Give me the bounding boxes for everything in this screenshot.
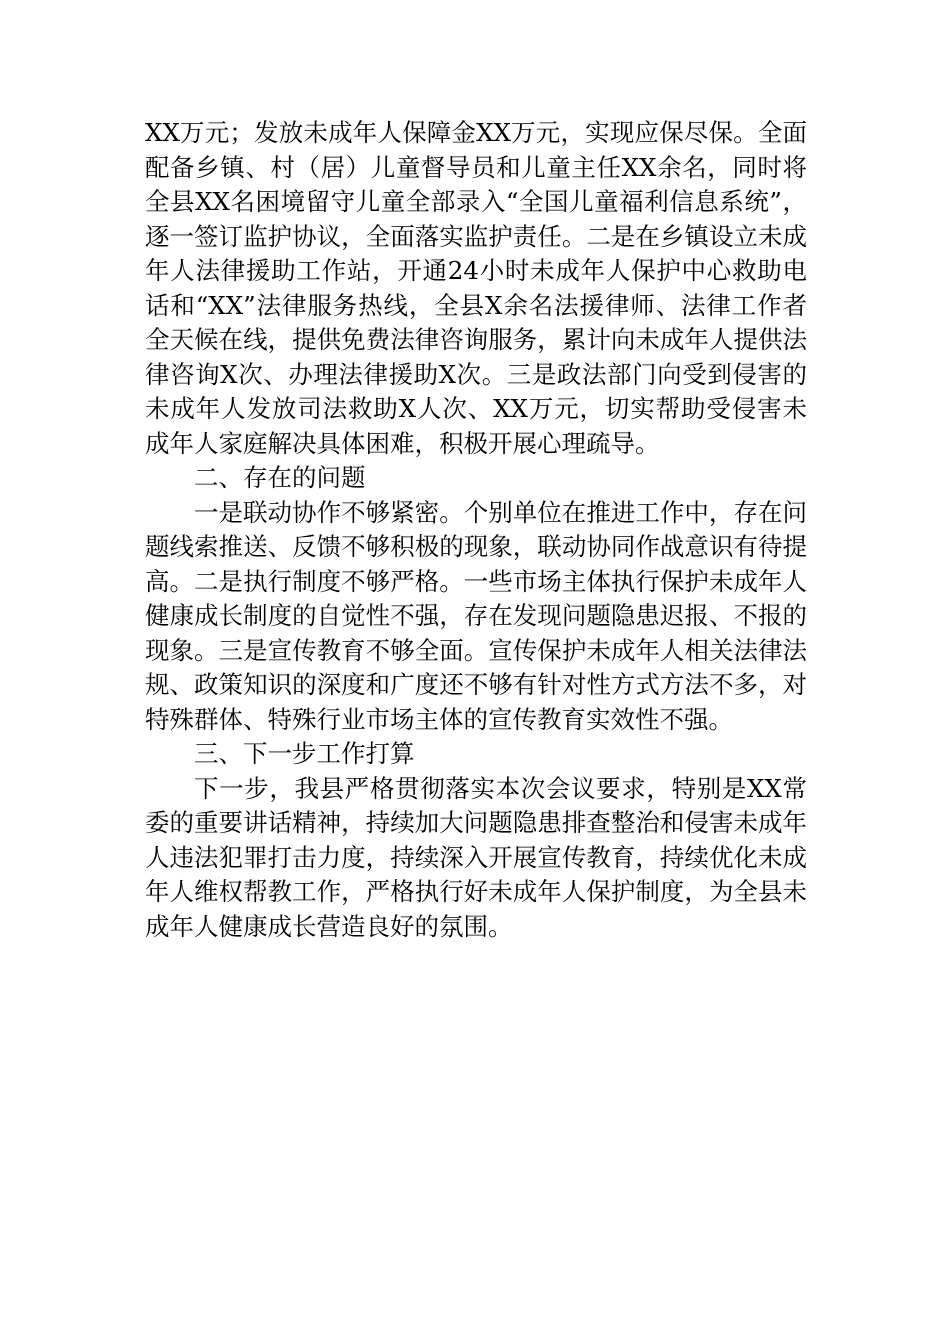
section-heading-problems: 二、存在的问题 — [194, 463, 366, 492]
paragraph-continued: XX万元；发放未成年人保障金XX万元，实现应保尽保。全面配备乡镇、村（居）儿童督导员和儿童主任XX余名，同时将全县XX名困境留守儿童全部录入“全国儿童福利信息系统”，逐一签订监护协议，全面落实监护责任。二是在乡镇设立未成年人法律援助工作站，开通24小时未成年人保护中心救助电话和“XX”法律服务热线，全县X余名法援律师、法律工作者全天候在线，提供免费法律咨询服务，累计向未成年人提供法律咨询X次、办理法律援助X次。三是政法部门向受到侵害的未成年人发放司法救助X人次、XX万元，切实帮助受侵害未成年人家庭解决具体困难，积极开展心理疏导。 — [145, 118, 807, 458]
paragraph-problems: 一是联动协作不够紧密。个别单位在推进工作中，存在问题线索推送、反馈不够积极的现象，联动协同作战意识有待提高。二是执行制度不够严格。一些市场主体执行保护未成年人健康成长制度的自觉性不强，存在发现问题隐患迟报、不报的现象。三是宣传教育不够全面。宣传保护未成年人相关法律法规、政策知识的深度和广度还不够有针对性方式方法不多，对特殊群体、特殊行业市场主体的宣传教育实效性不强。 — [145, 497, 807, 734]
paragraph-next-steps: 下一步，我县严格贯彻落实本次会议要求，特别是XX常委的重要讲话精神，持续加大问题隐患排查整治和侵害未成年人违法犯罪打击力度，持续深入开展宣传教育，持续优化未成年人维权帮教工作，严格执行好未成年人保护制度，为全县未成年人健康成长营造良好的氛围。 — [145, 773, 807, 941]
section-heading-next-steps: 三、下一步工作打算 — [194, 739, 415, 768]
document-page — [145, 116, 807, 944]
